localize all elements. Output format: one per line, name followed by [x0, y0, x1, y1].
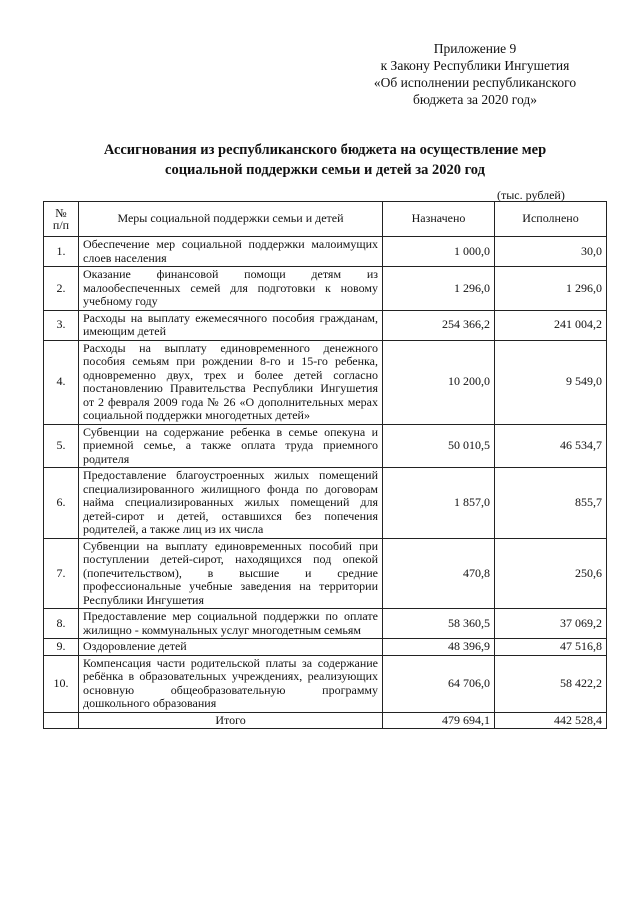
row-measure: Оздоровление детей — [79, 639, 383, 656]
table-row — [44, 538, 607, 609]
table-row — [44, 609, 607, 639]
table-row — [44, 310, 607, 340]
table-row — [44, 468, 607, 539]
table-row — [44, 340, 607, 424]
total-label: Итого — [79, 712, 383, 729]
appendix-line-3: «Об исполнении республиканского — [373, 75, 577, 90]
row-number: 1. — [44, 237, 79, 267]
row-executed: 37 069,2 — [495, 609, 607, 639]
row-measure: Компенсация части родительской платы за содержание ребёнка в образовательных учреждениях, реализующих основную общеобразовательную программу дошкольного образования — [79, 655, 383, 712]
row-executed: 46 534,7 — [495, 424, 607, 468]
row-number: 10. — [44, 655, 79, 712]
header-assigned: Назначено — [383, 202, 495, 237]
header-measure: Меры социальной поддержки семьи и детей — [79, 202, 383, 237]
row-number: 7. — [44, 538, 79, 609]
row-executed: 855,7 — [495, 468, 607, 539]
row-number: 6. — [44, 468, 79, 539]
row-number: 3. — [44, 310, 79, 340]
row-executed: 47 516,8 — [495, 639, 607, 656]
table-header-row — [44, 202, 607, 237]
row-assigned: 50 010,5 — [383, 424, 495, 468]
row-measure: Субвенции на содержание ребенка в семье опекуна и приемной семье, а также оплата труда приемного родителя — [79, 424, 383, 468]
row-number: 9. — [44, 639, 79, 656]
table-row — [44, 424, 607, 468]
row-number: 8. — [44, 609, 79, 639]
appendix-line-4: бюджета за 2020 год» — [413, 92, 537, 107]
row-assigned: 64 706,0 — [383, 655, 495, 712]
header-number — [44, 202, 79, 237]
header-executed: Исполнено — [495, 202, 607, 237]
row-measure: Расходы на выплату ежемесячного пособия гражданам, имеющим детей — [79, 310, 383, 340]
row-number: 4. — [44, 340, 79, 424]
row-measure: Оказание финансовой помощи детям из малообеспеченных семей для подготовки к новому учебному году — [79, 267, 383, 311]
units-note: (тыс. рублей) — [497, 188, 565, 202]
row-executed: 250,6 — [495, 538, 607, 609]
total-assigned: 479 694,1 — [383, 712, 495, 729]
row-measure: Субвенции на выплату единовременных пособий при поступлении детей-сирот, находящихся под опекой (попечительством), в высшие и средние профессиональные учебные заведения на территории Республики Ингушетия — [79, 538, 383, 609]
row-executed: 1 296,0 — [495, 267, 607, 311]
row-assigned: 1 000,0 — [383, 237, 495, 267]
row-assigned: 1 296,0 — [383, 267, 495, 311]
row-measure: Предоставление мер социальной поддержки по оплате жилищно - коммунальных услуг многодетным семьям — [79, 609, 383, 639]
title-line-1: Ассигнования из республиканского бюджета на осуществление мер — [103, 142, 547, 158]
title-line-2: социальной поддержки семьи и детей за 2020 год — [165, 162, 485, 178]
total-number-cell — [44, 712, 79, 729]
row-assigned: 48 396,9 — [383, 639, 495, 656]
table-body — [44, 237, 607, 729]
header-number-abbr: п/п — [52, 218, 70, 232]
table-row — [44, 237, 607, 267]
total-row — [44, 712, 607, 729]
table-row — [44, 639, 607, 656]
row-assigned: 10 200,0 — [383, 340, 495, 424]
row-executed: 9 549,0 — [495, 340, 607, 424]
row-assigned: 1 857,0 — [383, 468, 495, 539]
row-measure: Обеспечение мер социальной поддержки малоимущих слоев населения — [79, 237, 383, 267]
header-number-symbol: № — [55, 206, 67, 220]
row-assigned: 58 360,5 — [383, 609, 495, 639]
row-measure: Расходы на выплату единовременного денежного пособия семьям при рождении 8-го и 15-го ребенка, одновременно двух, трех и более детей согласно постановлению Правительства Республики Ингушетия от 2 февраля 2009 года № 26 «О дополнительных мерах социальной поддержки многодетных детей» — [79, 340, 383, 424]
total-executed: 442 528,4 — [495, 712, 607, 729]
table-row — [44, 267, 607, 311]
appendix-line-2: к Закону Республики Ингушетия — [380, 58, 570, 73]
row-number: 2. — [44, 267, 79, 311]
row-executed: 30,0 — [495, 237, 607, 267]
row-executed: 58 422,2 — [495, 655, 607, 712]
appendix-line-1: Приложение 9 — [433, 41, 517, 56]
appendix-reference — [330, 40, 620, 108]
row-measure: Предоставление благоустроенных жилых помещений специализированного жилищного фонда по договорам найма специализированных жилых помещений для детей-сирот и детей, оставшихся без попечения родителей, а также лиц из их числа — [79, 468, 383, 539]
document-title — [60, 140, 590, 180]
row-number: 5. — [44, 424, 79, 468]
row-assigned: 470,8 — [383, 538, 495, 609]
row-assigned: 254 366,2 — [383, 310, 495, 340]
budget-table — [43, 201, 607, 729]
row-executed: 241 004,2 — [495, 310, 607, 340]
table-row — [44, 655, 607, 712]
